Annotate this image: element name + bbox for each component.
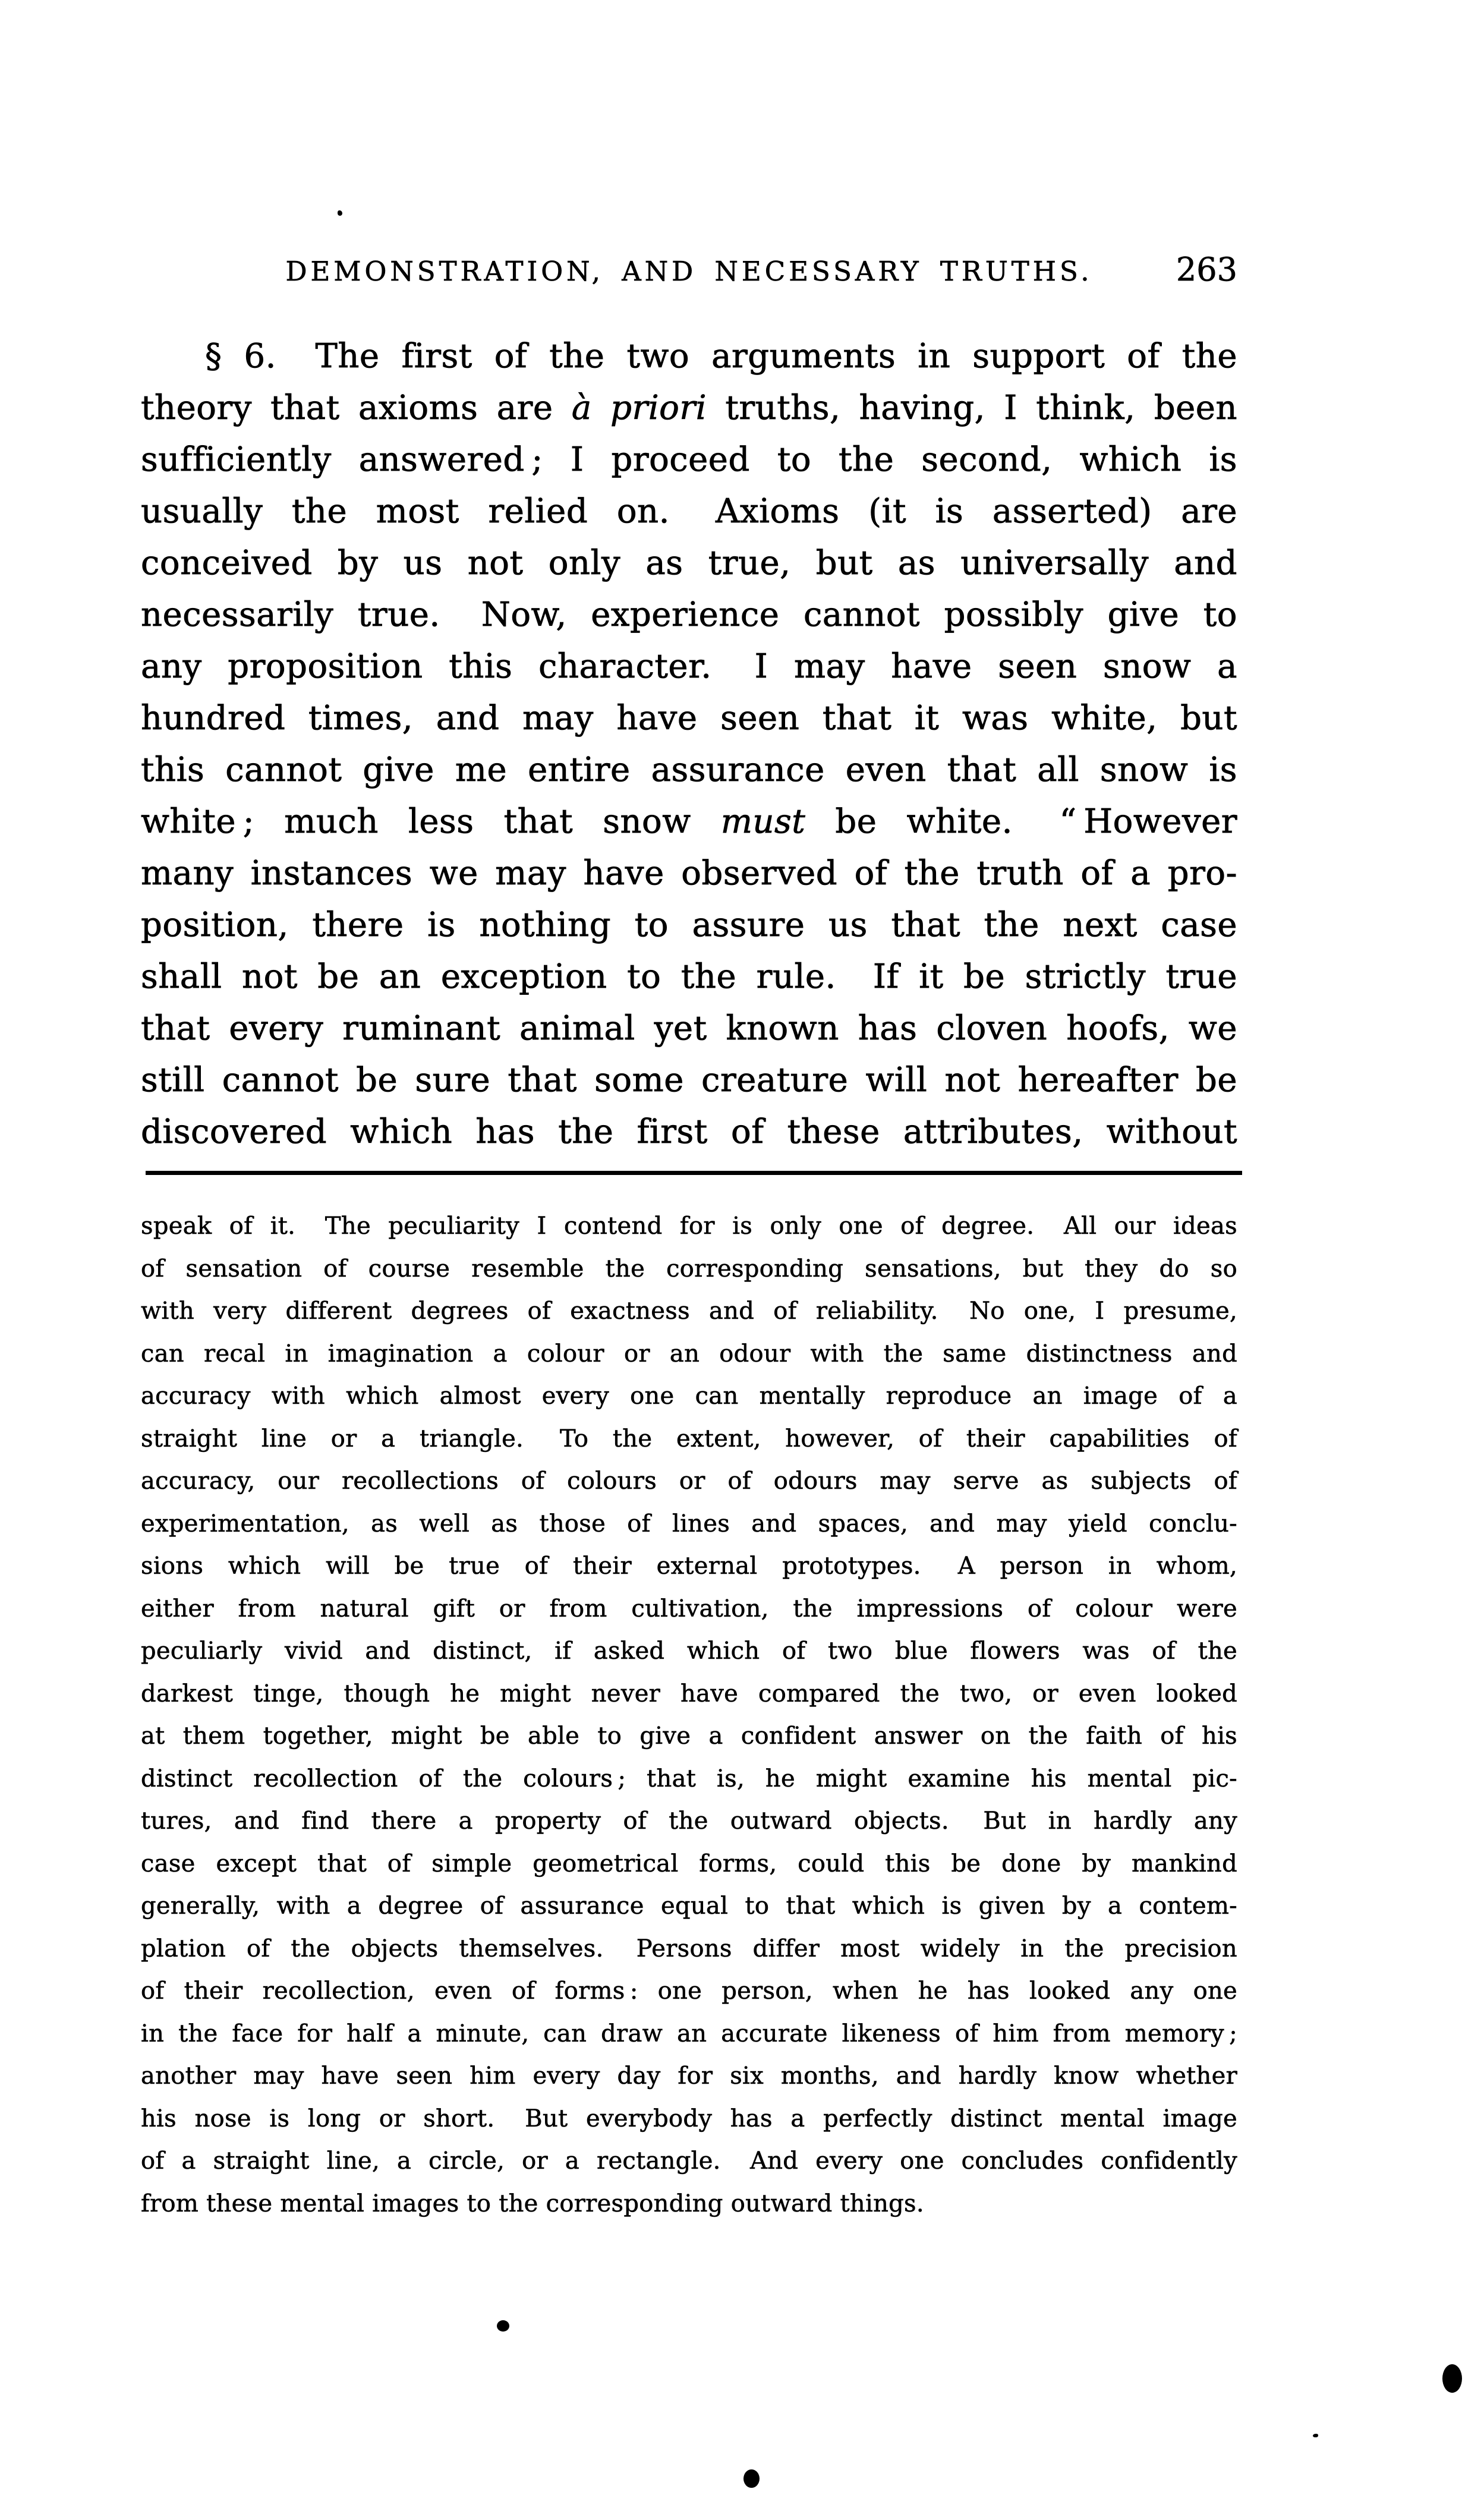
- text-line: theory that axioms are à priori truths, having, I think, been: [141, 389, 1238, 427]
- footnote-line: can recal in imagination a colour or an odour with the same distinctness and: [141, 1340, 1237, 1368]
- footnote-line: peculiarly vivid and distinct, if asked which of two blue flowers was of the: [141, 1637, 1237, 1665]
- text-line: sufficiently answered ; I proceed to the second, which is: [141, 440, 1237, 479]
- text-line: white ; much less that snow must be white. “ However: [141, 802, 1237, 841]
- ink-speck: [497, 2320, 509, 2332]
- ink-speck: [338, 210, 342, 216]
- footnote-line: with very different degrees of exactness and of reliability. No one, I presume,: [141, 1297, 1237, 1325]
- text-line: § 6. The first of the two arguments in support of the: [205, 337, 1237, 376]
- text-line: shall not be an exception to the rule. If it be strictly true: [141, 957, 1237, 996]
- footnote-line: darkest tinge, though he might never have compared the two, or even looked: [141, 1680, 1237, 1707]
- footnote-line: tures, and find there a property of the outward objects. But in hardly any: [141, 1807, 1237, 1835]
- text-line: still cannot be sure that some creature will not hereafter be: [141, 1061, 1237, 1100]
- page-number: 263: [1176, 251, 1237, 288]
- footnote-line: distinct recollection of the colours ; that is, he might examine his mental pic-: [141, 1765, 1237, 1792]
- ink-speck: [1313, 2434, 1318, 2437]
- text-line: position, there is nothing to assure us that the next case: [141, 906, 1237, 944]
- text-line: any proposition this character. I may have seen snow a: [141, 647, 1237, 686]
- text-line: many instances we may have observed of the truth of a pro-: [141, 854, 1237, 893]
- footnote-line: generally, with a degree of assurance equal to that which is given by a contem-: [141, 1892, 1237, 1920]
- footnote-line: of their recollection, even of forms : one person, when he has looked any one: [141, 1977, 1237, 2005]
- text-line: conceived by us not only as true, but as universally and: [141, 544, 1237, 582]
- footnote-line: plation of the objects themselves. Persons differ most widely in the precision: [141, 1935, 1237, 1962]
- footnote-line: either from natural gift or from cultivation, the impressions of colour were: [141, 1595, 1237, 1623]
- footnote-line: at them together, might be able to give a confident answer on the faith of his: [141, 1722, 1237, 1750]
- text-line: hundred times, and may have seen that it was white, but: [141, 699, 1237, 738]
- footnote-separator-rule: [146, 1171, 1242, 1175]
- text-line: that every ruminant animal yet known has cloven hoofs, we: [141, 1009, 1237, 1048]
- running-head-title: DEMONSTRATION, AND NECESSARY TRUTHS.: [285, 256, 1093, 287]
- footnote-line: straight line or a triangle. To the extent, however, of their capabilities of: [141, 1425, 1237, 1453]
- footnote-line: from these mental images to the corresponding outward things.: [141, 2189, 924, 2217]
- main-text-block: [141, 330, 1237, 1158]
- ink-speck: [1442, 2364, 1462, 2393]
- footnote-line: in the face for half a minute, can draw an accurate likeness of him from memory ;: [141, 2020, 1237, 2047]
- page-header: [141, 251, 1237, 297]
- footnote-line: accuracy, our recollections of colours or of odours may serve as subjects of: [141, 1467, 1237, 1495]
- footnote-line: experimentation, as well as those of lines and spaces, and may yield conclu-: [141, 1510, 1237, 1538]
- footnote-line: case except that of simple geometrical forms, could this be done by mankind: [141, 1850, 1237, 1877]
- footnote-line: his nose is long or short. But everybody has a perfectly distinct mental image: [141, 2105, 1237, 2132]
- footnote-line: accuracy with which almost every one can mentally reproduce an image of a: [141, 1382, 1237, 1410]
- text-line: this cannot give me entire assurance even that all snow is: [141, 751, 1237, 789]
- footnote-line: of a straight line, a circle, or a rectangle. And every one concludes confidently: [141, 2147, 1237, 2175]
- text-line: usually the most relied on. Axioms (it is asserted) are: [141, 492, 1237, 531]
- footnote-line: speak of it. The peculiarity I contend for is only one of degree. All our ideas: [141, 1212, 1237, 1240]
- footnote-line: sions which will be true of their external prototypes. A person in whom,: [141, 1552, 1237, 1580]
- footnote-block: [141, 1205, 1237, 2225]
- footnote-line: of sensation of course resemble the corresponding sensations, but they do so: [141, 1255, 1237, 1283]
- text-line: discovered which has the first of these attributes, without: [141, 1113, 1237, 1151]
- footnote-line: another may have seen him every day for six months, and hardly know whether: [141, 2062, 1237, 2090]
- text-line: necessarily true. Now, experience cannot possibly give to: [141, 596, 1237, 634]
- ink-speck: [743, 2469, 760, 2488]
